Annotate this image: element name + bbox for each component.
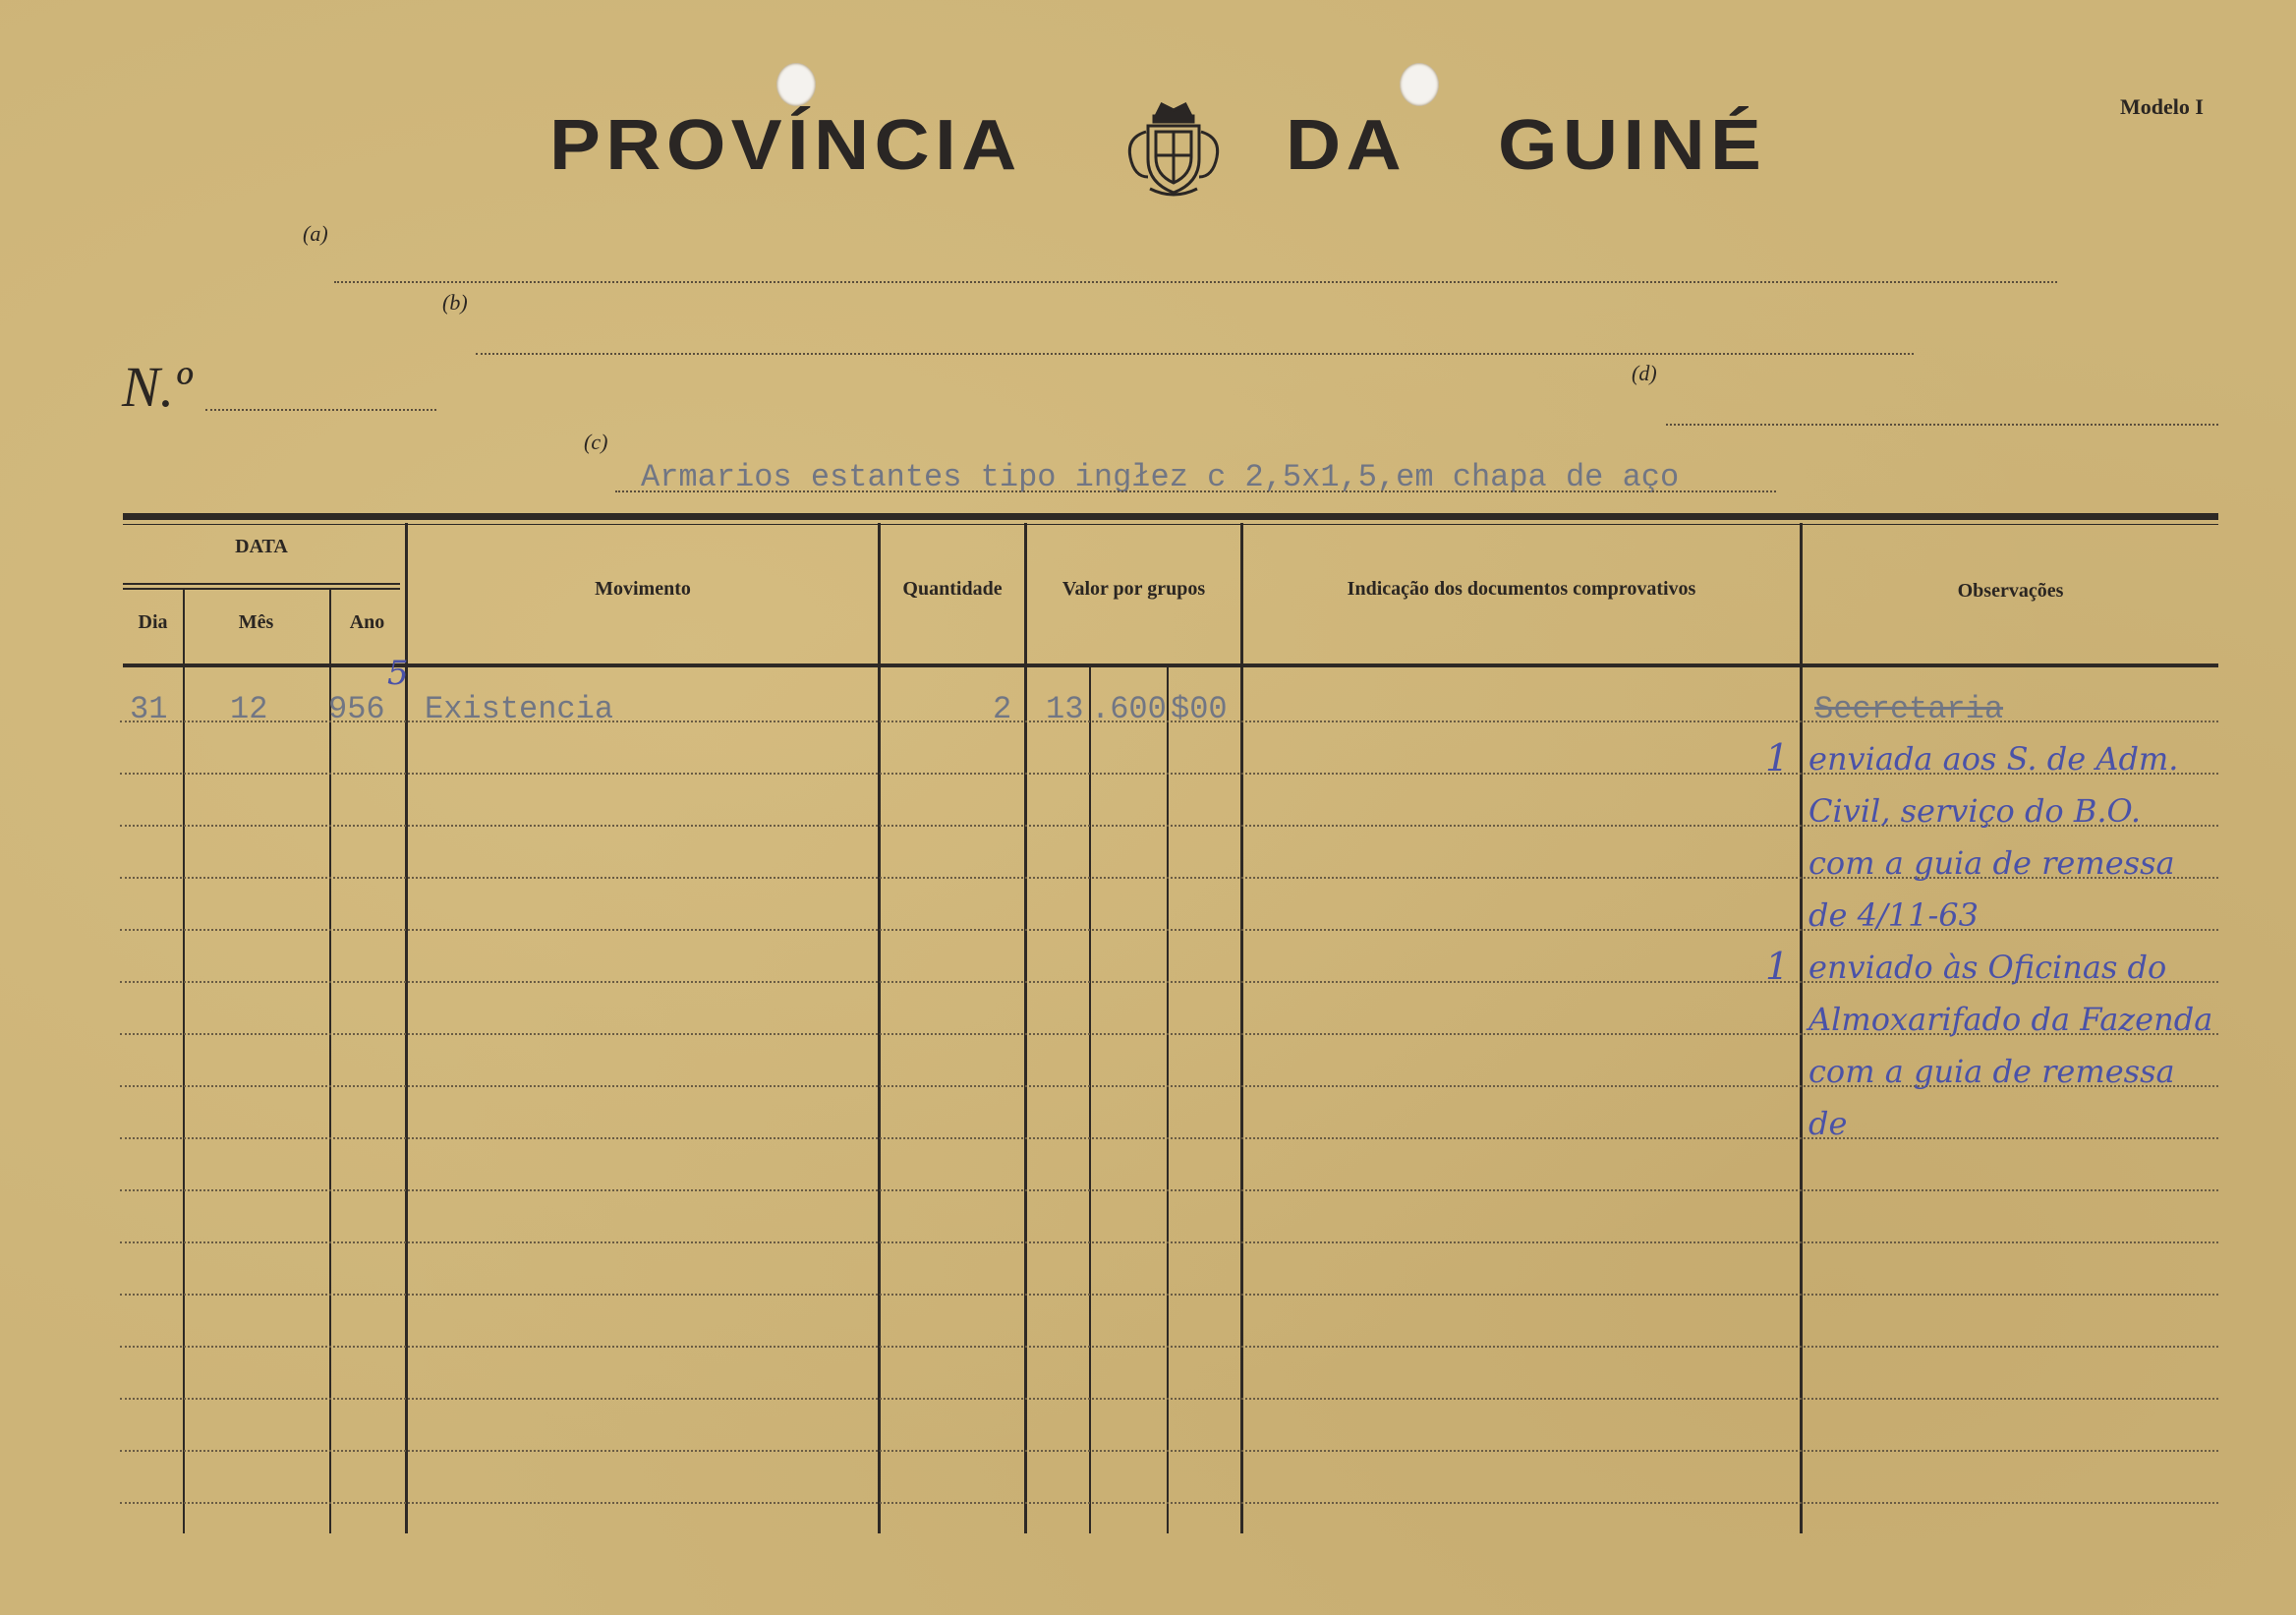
note-line: Almoxarifado da Fazenda (1808, 1001, 2213, 1038)
cell-movimento: Existencia (425, 691, 614, 727)
note-line: de (1808, 1105, 1848, 1142)
row-dotted-line (120, 1398, 2218, 1400)
table-top-rule (123, 513, 2218, 520)
number-line[interactable] (205, 409, 436, 411)
cell-observacao-typed: Secretaria (1814, 691, 2004, 727)
field-c-line[interactable] (615, 490, 1776, 492)
row-dotted-line (120, 1241, 2218, 1243)
cell-ano-correction: 5 (387, 654, 409, 693)
note-qty: 1 (1765, 736, 1790, 779)
cell-valor-cents: $00 (1171, 691, 1228, 727)
row-dotted-line (120, 1137, 2218, 1139)
table-top-thin-rule (123, 524, 2218, 525)
note-line: enviado às Oficinas do (1808, 949, 2167, 986)
field-d-line[interactable] (1666, 424, 2218, 426)
punch-hole (1400, 63, 1439, 106)
cell-mes: 12 (230, 691, 268, 727)
coat-of-arms-icon (1119, 98, 1229, 201)
col-divider (1240, 523, 1243, 1533)
header-observacoes: Observações (1957, 580, 2064, 602)
model-label: Modelo I (2120, 94, 2204, 119)
row-dotted-line (120, 1450, 2218, 1452)
row-dotted-line (120, 1502, 2218, 1504)
punch-hole (776, 63, 816, 106)
header-movimento: Movimento (595, 578, 691, 600)
cell-quantidade: 2 (993, 691, 1012, 727)
cell-ano: 956 (328, 691, 385, 727)
data-double-rule (123, 583, 400, 585)
field-b-line[interactable] (476, 353, 1914, 355)
note-qty: 1 (1765, 945, 1790, 988)
note-line: de 4/11-63 (1808, 896, 1979, 934)
col-subdivider (1167, 667, 1169, 1533)
col-divider (329, 588, 331, 1533)
header-dia: Dia (138, 611, 168, 633)
header-indicacao: Indicação dos documentos comprovativos (1347, 578, 1696, 600)
header-ano: Ano (349, 611, 385, 633)
col-divider (1024, 523, 1027, 1533)
field-c-label: (c) (584, 430, 608, 454)
header-mes: Mês (238, 611, 274, 633)
title-da: DA (1286, 106, 1407, 185)
note-line: com a guia de remessa (1808, 844, 2175, 882)
note-line: Civil, serviço do B.O. (1808, 792, 2142, 830)
number-label: N.º (122, 355, 193, 419)
field-b-label: (b) (442, 290, 468, 315)
header-data: DATA (235, 536, 288, 557)
field-a-label: (a) (303, 221, 328, 246)
col-subdivider (1089, 667, 1091, 1533)
header-valor: Valor por grupos (1062, 578, 1206, 600)
cell-dia: 31 (130, 691, 168, 727)
header-bottom-rule (123, 663, 2218, 667)
title-guine: GUINÉ (1498, 106, 1767, 185)
row-dotted-line (120, 1189, 2218, 1191)
note-line: com a guia de remessa (1808, 1053, 2175, 1090)
col-divider (878, 523, 881, 1533)
row-dotted-line (120, 1294, 2218, 1296)
header-quantidade: Quantidade (902, 578, 1003, 600)
note-line: enviada aos S. de Adm. (1808, 740, 2179, 778)
data-double-rule (123, 588, 400, 590)
cell-valor-units: .600 (1091, 691, 1167, 727)
field-d-label: (d) (1632, 361, 1657, 385)
col-divider (1800, 523, 1803, 1533)
title-province: PROVÍNCIA (549, 106, 1022, 185)
field-a-line[interactable] (334, 281, 2057, 283)
cell-valor-thousands: 13 (1046, 691, 1084, 727)
col-divider (183, 588, 185, 1533)
item-description: Armarios estantes tipo ingłez c 2,5x1,5,em chapa de aço (641, 459, 1680, 495)
row-dotted-line (120, 1346, 2218, 1348)
